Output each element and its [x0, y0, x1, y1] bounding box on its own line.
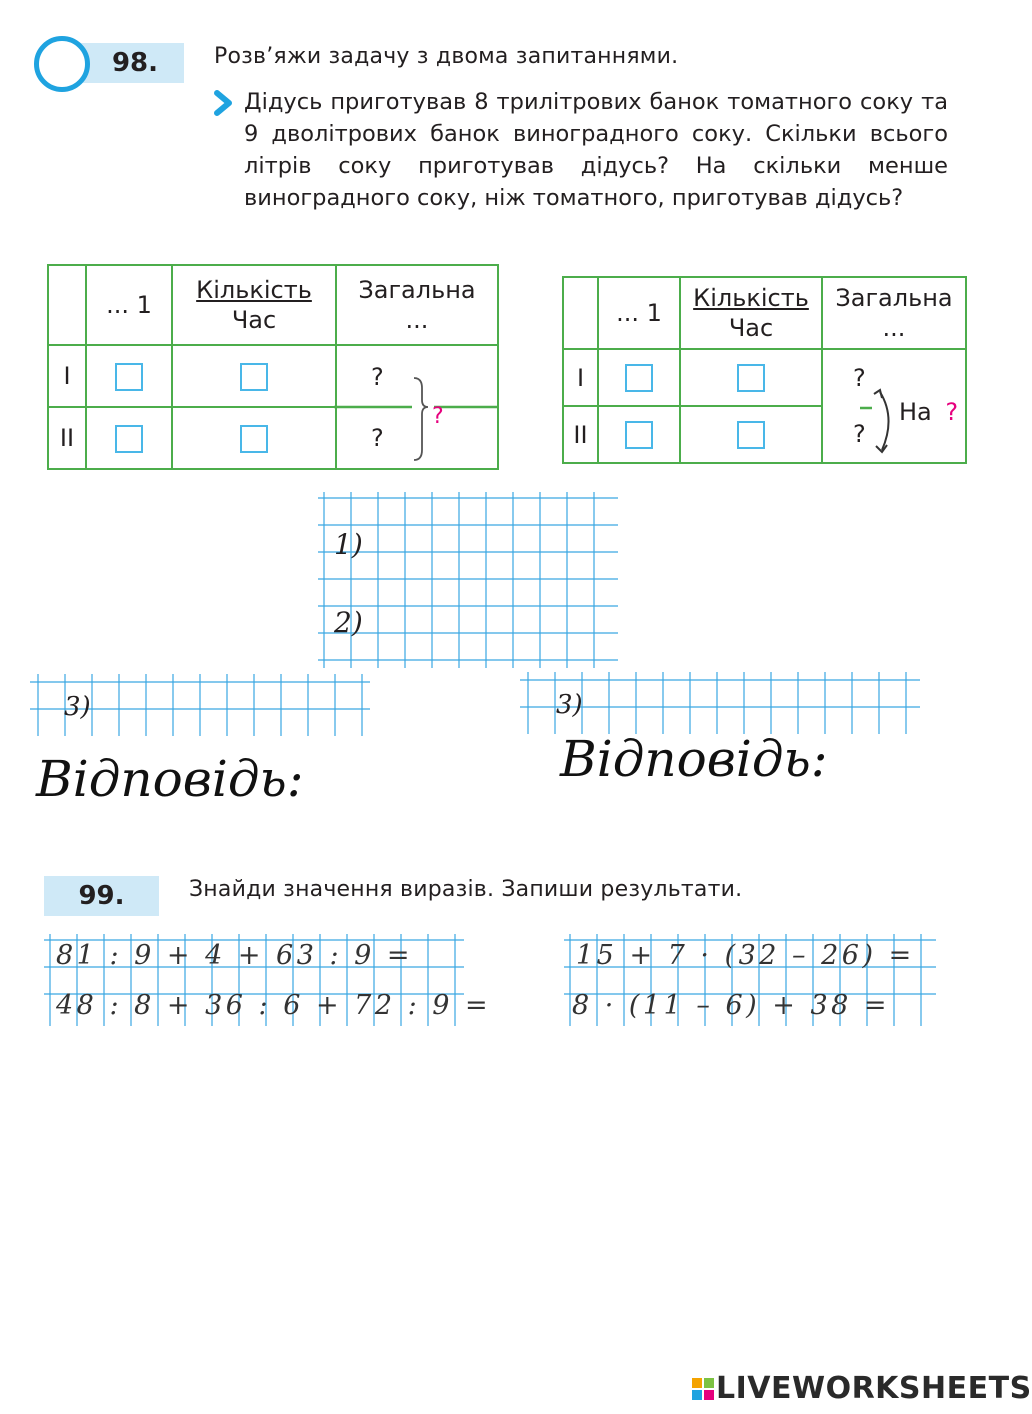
step-label-2: 2): [334, 606, 363, 639]
column-header-unit: ... 1: [598, 277, 680, 349]
input-cell[interactable]: [598, 406, 680, 463]
column-header-unit: ... 1: [86, 265, 172, 345]
column-header-total: [822, 277, 966, 349]
header-total-top: Загальна: [358, 276, 476, 304]
row-label-1: I: [563, 349, 598, 406]
input-cell[interactable]: [172, 407, 336, 469]
pink-question-mark: ?: [945, 398, 959, 426]
answer-box[interactable]: [737, 364, 765, 392]
expression-3: 15 + 7 · (32 – 26) =: [576, 940, 915, 971]
answer-box[interactable]: [625, 364, 653, 392]
header-count-bottom: Час: [728, 314, 774, 342]
solution-grid-center[interactable]: [318, 492, 618, 668]
answer-box[interactable]: [240, 425, 268, 453]
answer-label-left: Відповідь:: [36, 750, 304, 808]
pink-question-mark: ?: [432, 404, 444, 429]
expression-1: 81 : 9 + 4 + 63 : 9 =: [56, 940, 414, 971]
task-circle-icon: [34, 36, 90, 92]
problem-text: Дідусь приготував 8 трилітрових банок томатного соку та 9 дволітрових банок виноградного соку. Скільки всього літрів соку приготував дідусь? На скільки менше виноградного соку, ніж томатного, приготував дідусь?: [244, 89, 948, 211]
corner-cell: [563, 277, 598, 349]
arrow-bullet-icon: [213, 90, 235, 116]
liveworksheets-logo-icon: [692, 1378, 714, 1400]
step-label-3: 3): [556, 690, 583, 720]
expression-4: 8 · (11 – 6) + 38 =: [572, 990, 891, 1021]
column-header-count: [680, 277, 822, 349]
step-label-1: 1): [334, 528, 363, 561]
question-mark: ?: [853, 364, 866, 392]
expression-2: 48 : 8 + 36 : 6 + 72 : 9 =: [56, 990, 492, 1021]
task-number-99: [44, 876, 159, 916]
question-mark: ?: [371, 362, 384, 391]
row-label-1: I: [48, 345, 86, 407]
input-cell[interactable]: [172, 345, 336, 407]
header-count-top: Кількість: [196, 276, 312, 304]
answer-box[interactable]: [115, 363, 143, 391]
na-text: На: [899, 398, 932, 426]
task-number-text: 98.: [111, 48, 159, 78]
task-heading-98: Розв’яжи задачу з двома запитаннями.: [214, 44, 679, 69]
answer-box[interactable]: [115, 425, 143, 453]
question-mark: ?: [371, 423, 384, 452]
header-total-top: Загальна: [835, 284, 953, 312]
input-cell[interactable]: [598, 349, 680, 406]
row-label-2: II: [563, 406, 598, 463]
row-label-2: II: [48, 407, 86, 469]
input-cell[interactable]: [680, 406, 822, 463]
column-header-total: [336, 265, 498, 345]
brace-icon: [334, 370, 499, 465]
input-cell[interactable]: [86, 407, 172, 469]
input-cell[interactable]: [680, 349, 822, 406]
answer-box[interactable]: [240, 363, 268, 391]
answer-label-right: Відповідь:: [560, 730, 828, 788]
answer-box[interactable]: [625, 421, 653, 449]
header-count-bottom: Час: [231, 306, 277, 334]
task-number-text: 99.: [78, 881, 125, 911]
column-header-count: [172, 265, 336, 345]
header-total-bottom: ...: [405, 306, 429, 334]
header-count-top: Кількість: [693, 284, 809, 312]
step-label-3: 3): [64, 692, 91, 722]
difference-label: [899, 398, 958, 426]
input-cell[interactable]: [86, 345, 172, 407]
question-mark: ?: [853, 420, 866, 448]
header-total-bottom: ...: [882, 314, 906, 342]
answer-box[interactable]: [737, 421, 765, 449]
task-heading-99: Знайди значення виразів. Запиши результати.: [189, 877, 743, 902]
corner-cell: [48, 265, 86, 345]
liveworksheets-logo: LIVEWORKSHEETS: [716, 1371, 1032, 1406]
